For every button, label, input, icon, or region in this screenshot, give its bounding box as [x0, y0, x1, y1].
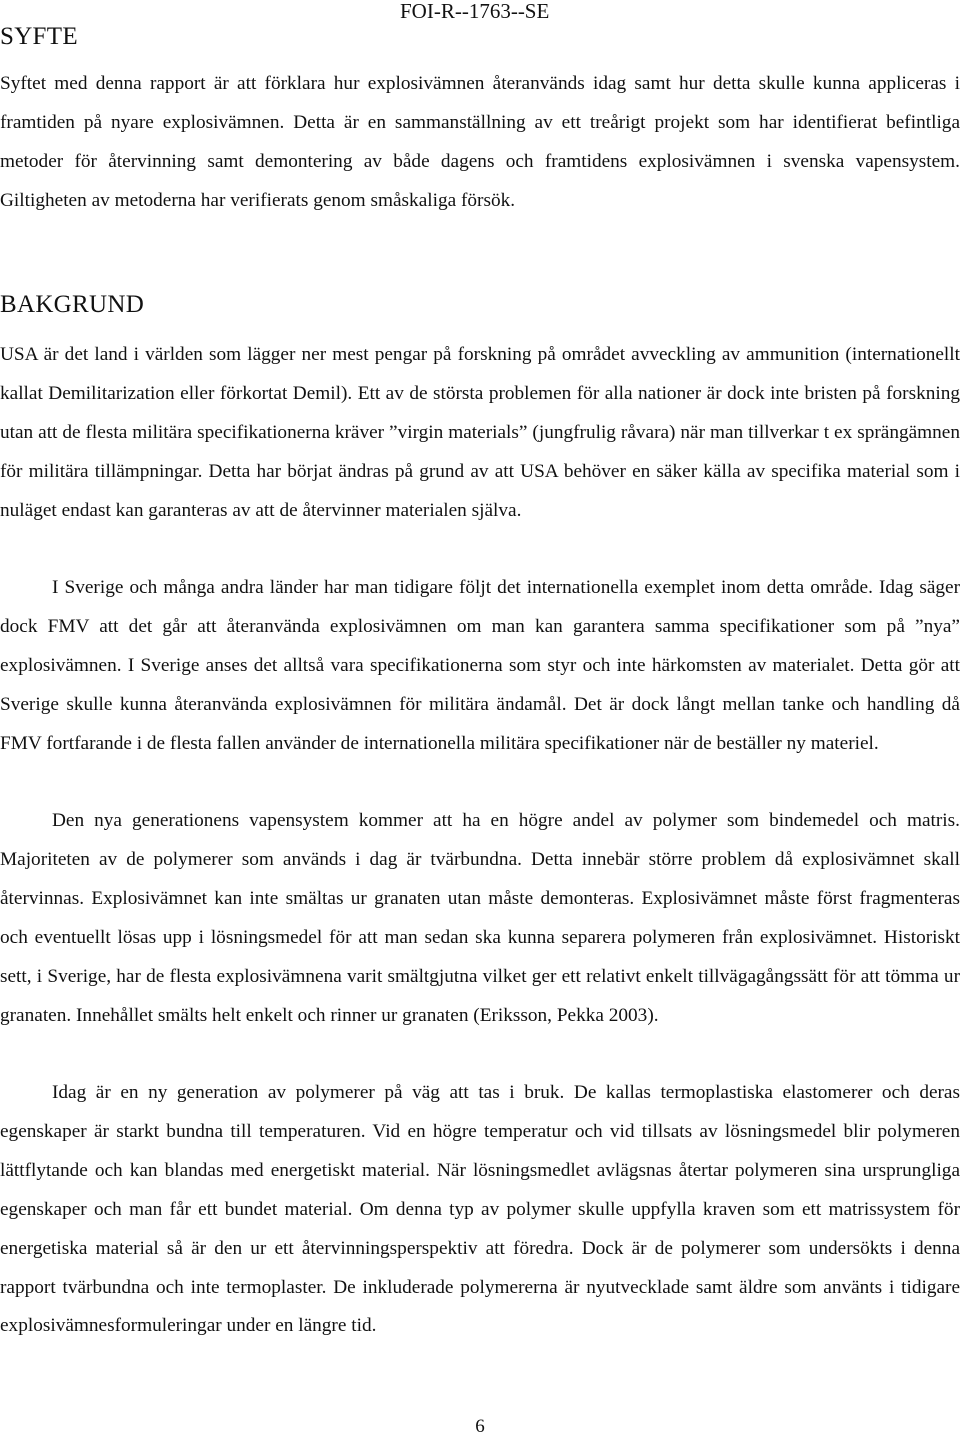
report-id: FOI-R--1763--SE	[400, 0, 550, 23]
paragraph-bakgrund-3: Den nya generationens vapensystem kommer att ha en högre andel av polymer som bindemedel och matris. Majoriteten av de polymerer som används i dag är tvärbundna. Detta innebär större problem då explosivämnet skall återvinnas. Explosivämnet kan inte smältas ur granaten utan måste demonteras. Explosivämnet måste först fragmenteras och eventuellt lösas upp i lösningsmedel för att man sedan ska kunna separera polymeren från explosivämnet. Historiskt sett, i Sverige, har de flesta explosivämnena varit smältgjutna vilket ger ett relativt enkelt tillvägagångssätt för att tömma ur granaten. Innehållet smälts helt enkelt och rinner ur granaten (Eriksson, Pekka 2003).	[0, 810, 960, 1026]
paragraph-bakgrund-4: Idag är en ny generation av polymerer på väg att tas i bruk. De kallas termoplastiska elastomerer och deras egenskaper är starkt bundna till temperaturen. Vid en högre temperatur och vid tillsats av lösningsmedel blir polymeren lättflytande och kan blandas med energetiskt material. När lösningsmedlet avlägsnas återtar polymeren sina ursprungliga egenskaper och man får ett bundet material. Om denna typ av polymer skulle uppfylla kraven som ett matrissystem för energetiska material så är den ur ett återvinningsperspektiv att föredra. Dock är de polymerer som undersökts i denna rapport tvärbundna och inte termoplaster. De inkluderade polymererna är nyutvecklade samt äldre som använts i tidigare explosivämnesformuleringar under en längre tid.	[0, 1082, 960, 1337]
paragraph-bakgrund-1: USA är det land i världen som lägger ner mest pengar på forskning på området avveckling av ammunition (internationellt kallat Demilitarization eller förkortat Demil). Ett av de största problemen för alla nationer är dock inte bristen på forskning utan att de flesta militära specifikationerna kräver ”virgin materials” (jungfrulig råvara) när man tillverkar t ex sprängämnen för militära tillämpningar. Detta har börjat ändras på grund av att USA behöver en säker källa av specifika material som i nuläget endast kan garanteras av att de återvinner materialen själva.	[0, 344, 960, 521]
page-number: 6	[475, 1416, 485, 1437]
section-heading-bakgrund: BAKGRUND	[0, 291, 145, 318]
paragraph-bakgrund-2: I Sverige och många andra länder har man tidigare följt det internationella exemplet inom detta område. Idag säger dock FMV att det går att återanvända explosivämnen om man kan garantera samma specifikationer som på ”nya” explosivämnen. I Sverige anses det alltså vara specifikationerna som styr och inte härkomsten av materialet. Detta gör att Sverige skulle kunna återanvända explosivämnen för militära ändamål. Det är dock långt mellan tanke och handling då FMV fortfarande i de flesta fallen använder de internationella militära specifikationer när de beställer ny materiel.	[0, 577, 960, 754]
paragraph-syfte: Syftet med denna rapport är att förklara hur explosivämnen återanvänds idag samt hur detta skulle kunna appliceras i framtiden på nyare explosivämnen. Detta är en sammanställning av ett treårigt projekt som har identifierat befintliga metoder för återvinning samt demontering av både dagens och framtidens explosivämnen i svenska vapensystem. Giltigheten av metoderna har verifierats genom småskaliga försök.	[0, 73, 960, 211]
section-heading-syfte: SYFTE	[0, 23, 78, 50]
